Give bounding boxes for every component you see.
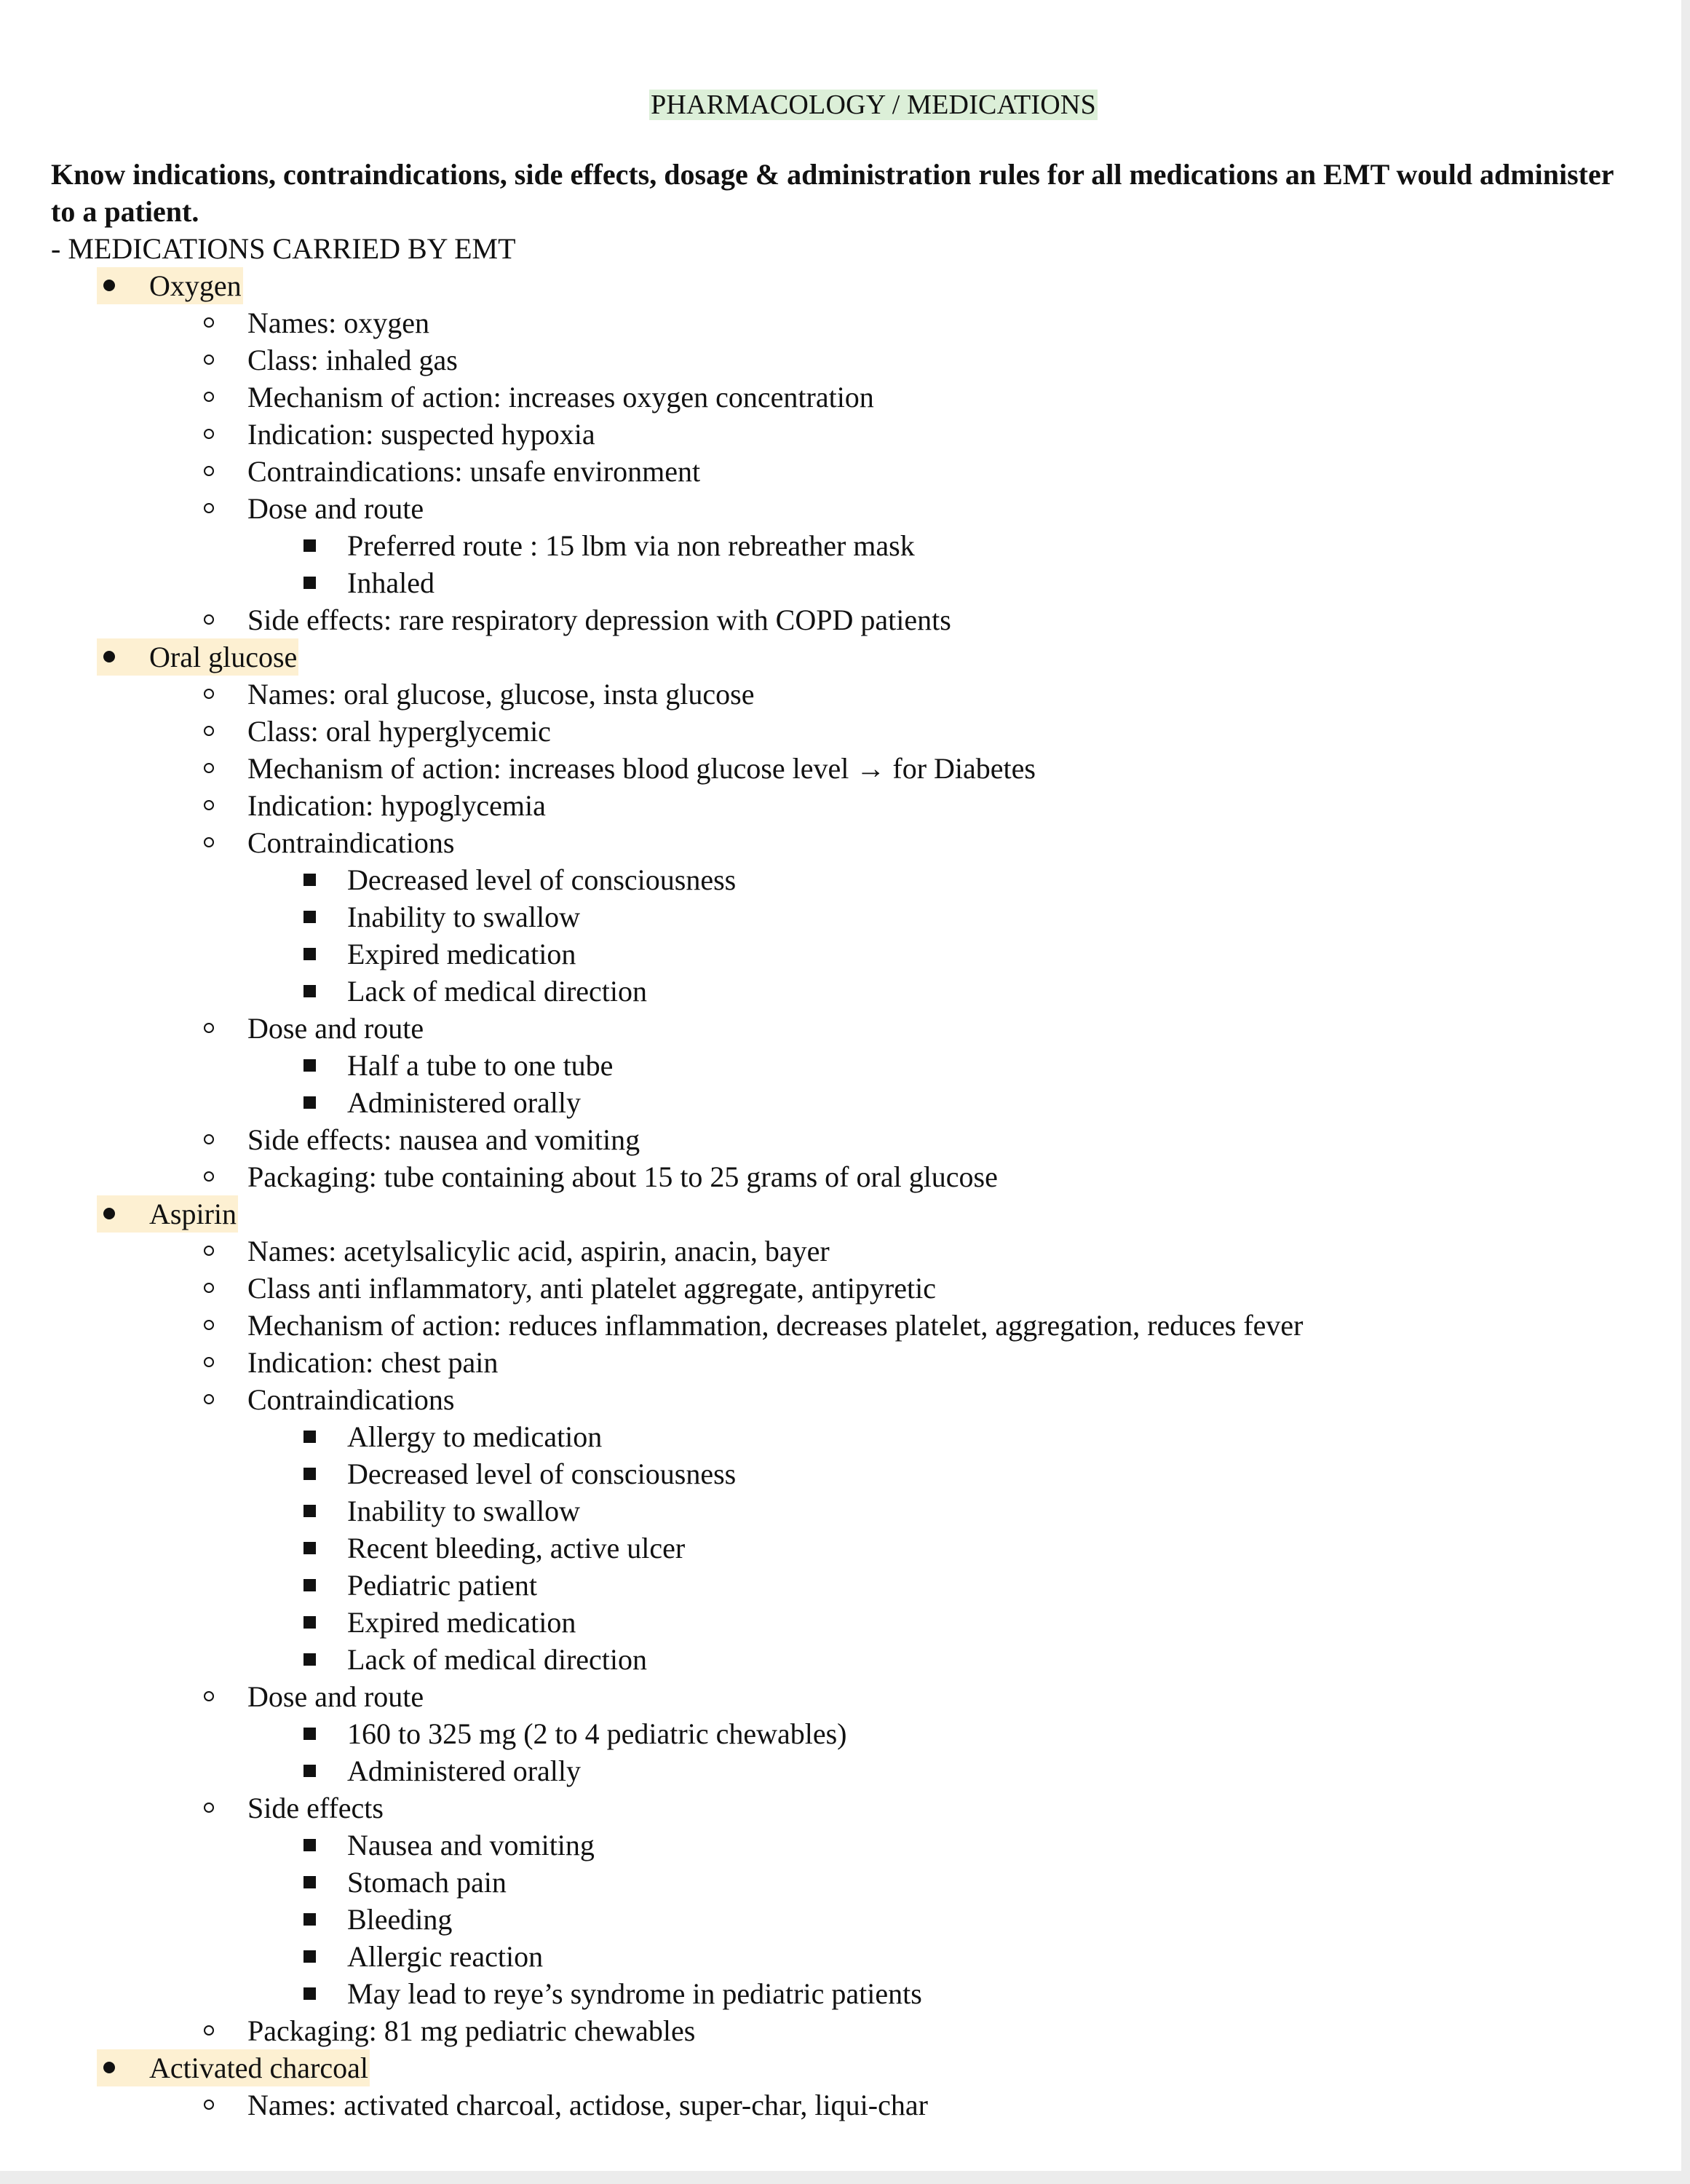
bullet-square-icon [304, 1059, 316, 1072]
sub-detail-item [347, 1530, 1630, 1567]
bullet-square-icon [304, 1839, 316, 1851]
sub-detail-item [347, 898, 1630, 935]
detail-item [247, 416, 1630, 453]
detail-text: Side effects: nausea and vomiting [247, 1123, 640, 1156]
bullet-square-icon [304, 1987, 316, 2000]
sub-detail-list [347, 861, 1630, 1010]
detail-item [247, 379, 1630, 416]
bullet-circle-icon [204, 392, 214, 402]
bullet-circle-icon [204, 1394, 214, 1404]
medication-name: Aspirin [97, 1195, 238, 1233]
sub-detail-text: Allergy to medication [347, 1420, 603, 1453]
bullet-square-icon [304, 911, 316, 923]
detail-text: Dose and route [247, 1012, 424, 1045]
detail-item [247, 1678, 1630, 1789]
detail-item [247, 453, 1630, 490]
sub-detail-item [347, 1641, 1630, 1678]
medication-detail-list [247, 676, 1630, 1195]
sub-detail-text: Expired medication [347, 938, 576, 970]
detail-item [247, 787, 1630, 824]
detail-item [247, 490, 1630, 601]
bullet-circle-icon [204, 429, 214, 439]
sub-detail-text: Lack of medical direction [347, 1643, 648, 1676]
bullet-circle-icon [204, 614, 214, 625]
sub-detail-item [347, 1455, 1630, 1492]
detail-text: Dose and route [247, 492, 424, 525]
sub-detail-item [347, 1864, 1630, 1901]
bullet-square-icon [304, 1616, 316, 1629]
sub-detail-text: Half a tube to one tube [347, 1049, 614, 1082]
detail-item [247, 1381, 1630, 1678]
bullet-square-icon [304, 1876, 316, 1888]
sub-detail-text: Lack of medical direction [347, 975, 648, 1008]
detail-text: Contraindications [247, 1383, 455, 1416]
medication-detail-list [247, 304, 1630, 638]
detail-item [247, 304, 1630, 341]
sub-detail-item [347, 1752, 1630, 1789]
bullet-square-icon [304, 577, 316, 589]
bullet-circle-icon [204, 763, 214, 773]
sub-detail-text: Nausea and vomiting [347, 1829, 595, 1861]
detail-item [247, 1307, 1630, 1344]
detail-item [247, 713, 1630, 750]
detail-text: Class anti inflammatory, anti platelet aggregate, antipyretic [247, 1272, 936, 1305]
intro-paragraph: Know indications, contraindications, side effects, dosage & administration rules for all medications an EMT would administer to a patient. [51, 158, 1614, 228]
sub-detail-text: Decreased level of consciousness [347, 1457, 737, 1490]
bullet-square-icon [304, 1913, 316, 1926]
bullet-square-icon [304, 1542, 316, 1554]
sub-detail-item [347, 1975, 1630, 2012]
bullet-circle-icon [204, 689, 214, 699]
detail-text: Indication: hypoglycemia [247, 789, 546, 822]
sub-detail-item [347, 1418, 1630, 1455]
bullet-disc-icon [103, 1208, 115, 1219]
bullet-circle-icon [204, 355, 214, 365]
sub-detail-item [347, 973, 1630, 1010]
bullet-circle-icon [204, 317, 214, 328]
sub-detail-text: Allergic reaction [347, 1940, 544, 1973]
detail-text: Dose and route [247, 1680, 424, 1713]
medication-detail-list [247, 1233, 1630, 2049]
section-heading: - MEDICATIONS CARRIED BY EMT [51, 232, 516, 265]
detail-text: Mechanism of action: reduces inflammation, decreases platelet, aggregation, reduces fever [247, 1309, 1304, 1342]
sub-detail-text: Stomach pain [347, 1866, 507, 1899]
bullet-square-icon [304, 1505, 316, 1517]
sub-detail-item [347, 564, 1630, 601]
sub-detail-text: Decreased level of consciousness [347, 863, 737, 896]
detail-item [247, 1010, 1630, 1121]
sub-detail-item [347, 1084, 1630, 1121]
bullet-circle-icon [204, 1357, 214, 1367]
detail-item [247, 1233, 1630, 1270]
sub-detail-list [347, 1418, 1630, 1678]
detail-item [247, 1789, 1630, 2012]
sub-detail-item [347, 527, 1630, 564]
bullet-square-icon [304, 948, 316, 960]
sub-detail-list [347, 1827, 1630, 2012]
detail-item [247, 2086, 1630, 2124]
sub-detail-text: Inability to swallow [347, 1495, 580, 1527]
detail-text: Class: oral hyperglycemic [247, 715, 551, 748]
bullet-disc-icon [103, 2062, 115, 2073]
title-row [116, 82, 1630, 128]
sub-detail-item [347, 1604, 1630, 1641]
sub-detail-item [347, 861, 1630, 898]
detail-text: Packaging: 81 mg pediatric chewables [247, 2014, 696, 2047]
sub-detail-text: Expired medication [347, 1606, 576, 1639]
bullet-circle-icon [204, 837, 214, 847]
sub-detail-item [347, 1492, 1630, 1530]
medication-list [51, 267, 1630, 2124]
detail-text: Names: acetylsalicylic acid, aspirin, anacin, bayer [247, 1235, 830, 1267]
bullet-disc-icon [103, 280, 115, 291]
sub-detail-text: Inability to swallow [347, 901, 580, 933]
sub-detail-text: 160 to 325 mg (2 to 4 pediatric chewables) [347, 1717, 847, 1750]
sub-detail-item [347, 1567, 1630, 1604]
sub-detail-list [347, 1047, 1630, 1121]
detail-text: Side effects: rare respiratory depression with COPD patients [247, 604, 951, 636]
bullet-square-icon [304, 874, 316, 886]
bullet-circle-icon [204, 1134, 214, 1144]
sub-detail-item [347, 1901, 1630, 1938]
detail-item [247, 601, 1630, 638]
detail-text: Indication: chest pain [247, 1346, 499, 1379]
bullet-circle-icon [204, 1283, 214, 1293]
sub-detail-item [347, 1938, 1630, 1975]
detail-text: Class: inhaled gas [247, 344, 458, 376]
bullet-circle-icon [204, 800, 214, 810]
medication-item [51, 2049, 1630, 2124]
medication-name: Oxygen [97, 267, 243, 304]
bullet-circle-icon [204, 1023, 214, 1033]
detail-text: Side effects [247, 1792, 384, 1824]
document-content [51, 82, 1630, 2124]
sub-detail-item [347, 1827, 1630, 1864]
sub-detail-text: Preferred route : 15 lbm via non rebreather mask [347, 529, 915, 562]
sub-detail-text: Bleeding [347, 1903, 453, 1936]
bullet-circle-icon [204, 1691, 214, 1701]
detail-text: Packaging: tube containing about 15 to 25 grams of oral glucose [247, 1160, 998, 1193]
medication-name: Oral glucose [97, 638, 298, 676]
medication-item [51, 638, 1630, 1195]
bullet-circle-icon [204, 2025, 214, 2035]
bullet-circle-icon [204, 1171, 214, 1182]
bullet-square-icon [304, 985, 316, 997]
medication-item [51, 1195, 1630, 2049]
detail-item [247, 341, 1630, 379]
detail-item [247, 1344, 1630, 1381]
bullet-disc-icon [103, 651, 115, 662]
bullet-circle-icon [204, 466, 214, 476]
detail-text: Names: oral glucose, glucose, insta glucose [247, 678, 755, 711]
page-title: PHARMACOLOGY / MEDICATIONS [651, 90, 1096, 120]
bullet-circle-icon [204, 726, 214, 736]
sub-detail-text: Administered orally [347, 1754, 582, 1787]
detail-text: Mechanism of action: increases oxygen concentration [247, 381, 874, 414]
sub-detail-text: Inhaled [347, 566, 435, 599]
bullet-circle-icon [204, 1320, 214, 1330]
sub-detail-list [347, 527, 1630, 601]
detail-item [247, 824, 1630, 1010]
bullet-square-icon [304, 1653, 316, 1666]
sub-detail-text: Pediatric patient [347, 1569, 538, 1602]
sub-detail-item [347, 1047, 1630, 1084]
detail-text: Contraindications [247, 826, 455, 859]
detail-item [247, 1270, 1630, 1307]
sub-detail-item [347, 935, 1630, 973]
sub-detail-list [347, 1715, 1630, 1789]
bullet-circle-icon [204, 503, 214, 513]
detail-text: Indication: suspected hypoxia [247, 418, 595, 451]
detail-text: Names: activated charcoal, actidose, super-char, liqui-char [247, 2089, 928, 2121]
detail-text: Mechanism of action: increases blood glucose level → for Diabetes [247, 752, 1036, 785]
detail-item [247, 2012, 1630, 2049]
medication-detail-list [247, 2086, 1630, 2124]
bullet-square-icon [304, 1728, 316, 1740]
bullet-square-icon [304, 1579, 316, 1591]
detail-text: Names: oxygen [247, 306, 429, 339]
medication-name: Activated charcoal [97, 2049, 370, 2086]
medication-item [51, 267, 1630, 638]
detail-item [247, 1121, 1630, 1158]
detail-item [247, 1158, 1630, 1195]
bullet-circle-icon [204, 1246, 214, 1256]
sub-detail-text: May lead to reye’s syndrome in pediatric patients [347, 1977, 922, 2010]
sub-detail-item [347, 1715, 1630, 1752]
bullet-square-icon [304, 539, 316, 552]
sub-detail-text: Administered orally [347, 1086, 582, 1119]
bullet-square-icon [304, 1468, 316, 1480]
bullet-circle-icon [204, 2100, 214, 2110]
sub-detail-text: Recent bleeding, active ulcer [347, 1532, 686, 1564]
bullet-square-icon [304, 1431, 316, 1443]
detail-text: Contraindications: unsafe environment [247, 455, 701, 488]
bullet-circle-icon [204, 1803, 214, 1813]
detail-item [247, 750, 1630, 787]
bullet-square-icon [304, 1765, 316, 1777]
bullet-square-icon [304, 1096, 316, 1109]
bullet-square-icon [304, 1950, 316, 1963]
detail-item [247, 676, 1630, 713]
